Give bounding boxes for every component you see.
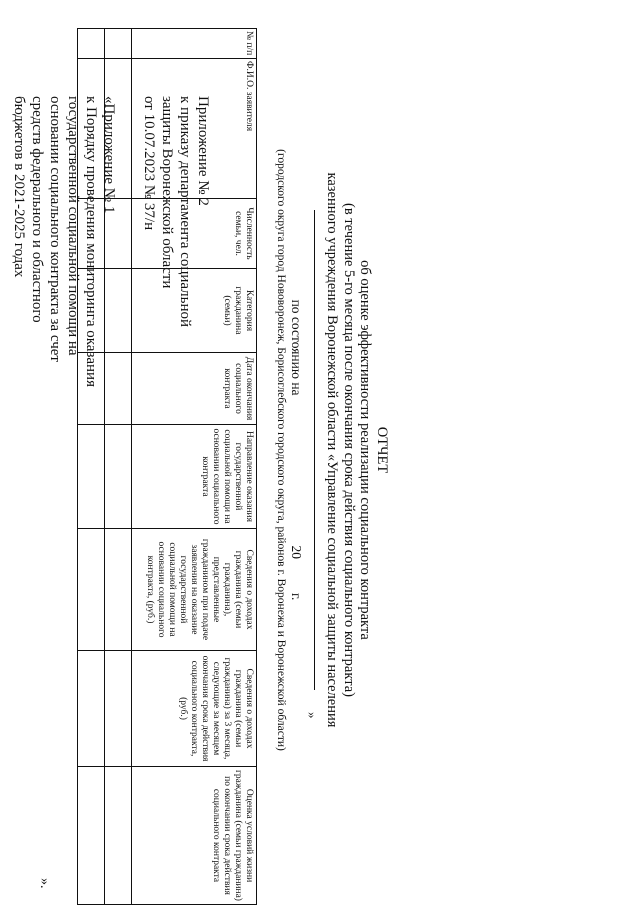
column-header-contract-end: Дата окончания социального контракта <box>132 353 257 425</box>
report-subject: об оценке эффективности реализации социального контракта <box>357 260 374 640</box>
table-cell[interactable] <box>78 425 105 529</box>
institution-fill-line <box>307 90 324 810</box>
header-line: защиты Воронежской области <box>159 96 175 289</box>
appendix-line: к Порядку проведения мониторинга оказания <box>83 96 99 387</box>
column-header-income-before: Сведения о доходах гражданина (семьи гражданина), представленные гражданином при подаче заявления на оказание государственной социальной помощи на основании социального контракта, (руб.) <box>132 529 257 651</box>
header-line: Приложение № 2 <box>195 96 211 206</box>
table-row <box>78 29 105 905</box>
report-heading: ОТЧЕТ <box>374 426 390 474</box>
date-suffix: г. <box>289 593 304 601</box>
header-line: к приказу департамента социальной <box>177 96 193 328</box>
table-cell[interactable] <box>78 59 105 199</box>
table-cell[interactable] <box>105 651 132 767</box>
table-cell[interactable] <box>78 269 105 353</box>
column-header-applicant: Ф.И.О. заявителя <box>132 59 257 199</box>
table-cell[interactable] <box>105 59 132 199</box>
appendix-line: средств федерального и областного <box>29 96 45 323</box>
table-cell[interactable] <box>78 767 105 905</box>
table-cell[interactable] <box>78 199 105 269</box>
table-cell[interactable] <box>105 29 132 59</box>
date-year: 20 <box>289 545 304 560</box>
table-cell[interactable] <box>105 767 132 905</box>
table-cell[interactable] <box>105 353 132 425</box>
column-header-number: № п/п <box>132 29 257 59</box>
territory-note: (городского округа город Нововоронеж, Борисоглебского городского округа, районов г. Воронежа и Воронежской области) <box>275 149 287 751</box>
appendix-line: бюджетов в 2021-2025 годах <box>11 96 27 278</box>
header-line: от 10.07.2023 № 37/н <box>141 96 157 231</box>
table-cell[interactable] <box>105 529 132 651</box>
column-header-direction: Направление оказания государственной социальной помощи на основании социального контракта <box>132 425 257 529</box>
appendix-line: основании социального контракта за счет <box>47 96 63 362</box>
table-cell[interactable] <box>78 29 105 59</box>
column-header-category: Категория гражданина (семьи) <box>132 269 257 353</box>
report-institution: казенного учреждения Воронежской области «Управление социальной защиты населения <box>324 172 341 728</box>
closing-quote: ». <box>37 878 52 889</box>
table-cell[interactable] <box>78 353 105 425</box>
column-header-family-size: Численность семьи, чел. <box>132 199 257 269</box>
report-table <box>77 28 257 905</box>
report-period: (в течение 5-го месяца после окончания срока действия социального контракта) <box>340 203 357 697</box>
column-header-living-assessment: Оценка условий жизни гражданина (семьи гражданина) по окончании срока действия социального контракта <box>132 767 257 905</box>
table-cell[interactable] <box>105 269 132 353</box>
appendix-line: «Приложение № 1 <box>101 96 117 214</box>
table-cell[interactable] <box>105 425 132 529</box>
report-title <box>307 90 390 810</box>
table-cell[interactable] <box>78 651 105 767</box>
institution-close-quote: » <box>305 712 320 719</box>
table-row <box>105 29 132 905</box>
table-cell[interactable] <box>105 199 132 269</box>
table-header-row <box>132 29 257 905</box>
appendix-line: государственной социальной помощи на <box>65 96 81 356</box>
table-cell[interactable] <box>78 529 105 651</box>
report-date-line <box>288 90 304 810</box>
column-header-income-after: Сведения о доходах гражданина (семьи гражданина) за 3 месяца, следующие за месяцем окончания срока действия социального контракта, (руб.) <box>132 651 257 767</box>
date-prefix: по состоянию на <box>289 299 304 396</box>
